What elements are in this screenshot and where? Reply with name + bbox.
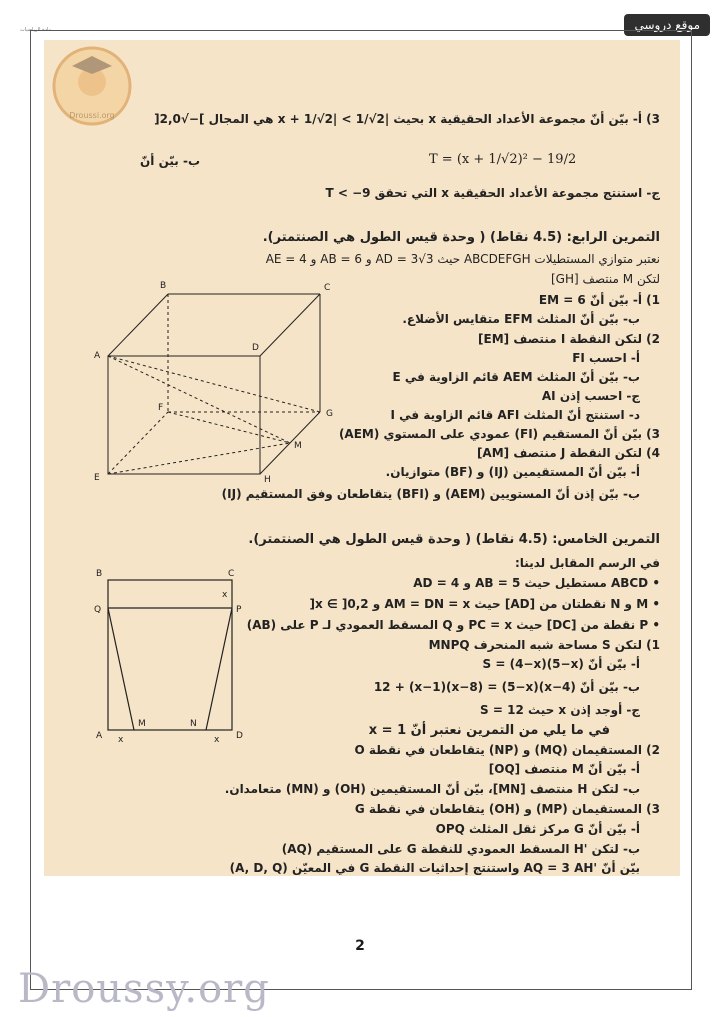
ex5-line-14: ب- لتكن 'H المسقط العمودي للنقطة G على المستقيم (AQ) xyxy=(281,842,640,856)
ex4-line-4: 2) لتكن النقطة I منتصف [EM] xyxy=(478,332,660,346)
ex4-line-0: نعتبر متوازي المستطيلات ABCDEFGH حيث AD = 3√3 و AB = 6 و AE = 4 xyxy=(265,252,660,266)
ex5-line-6: ب- بيّن أنّ (4−x)(5−x) = 12 + (x−1)(x−8) xyxy=(373,680,640,694)
label-B: B xyxy=(160,281,167,291)
site-tag: موقع دروسي xyxy=(624,14,710,36)
ex4-line-9: 3) بيّن أنّ المستقيم (FI) عمودي على المستوي (AEM) xyxy=(338,427,660,441)
ex5-line-2: • M و N نقطتان من [AD] حيث AM = DN = x و x ∈ ]0,2[ xyxy=(309,597,660,611)
top-small-label: مادة الرياضيات xyxy=(20,27,52,33)
trapezoid-figure xyxy=(88,564,258,744)
ex4-line-6: ب- بيّن أنّ المثلث AEM قائم الزاوية في E xyxy=(392,370,640,384)
ex4-line-8: د- استنتج أنّ المثلث AFI قائم الزاوية في I xyxy=(390,408,640,422)
ex5-title: التمرين الخامس: (4.5 نقاط) ( وحدة قيس الطول هي الصنتمتر). xyxy=(248,532,660,547)
part3-a: 3) أ- بيّن أنّ مجموعة الأعداد الحقيقية x بحيث |x + 1/√2| < 1/√2 هي المجال ]−√2,0[ xyxy=(154,112,660,126)
label5-x-ND: x xyxy=(214,735,220,744)
label-M: M xyxy=(294,441,302,451)
ex4-line-10: 4) لتكن النقطة J منتصف [AM] xyxy=(476,446,660,460)
label5-N: N xyxy=(190,719,197,729)
ex5-line-3: • P نقطة من [DC] حيث PC = x و Q المسقط العمودي لـ P على (AB) xyxy=(246,618,660,632)
ex4-line-1: لتكن M منتصف [GH] xyxy=(550,272,660,286)
page-number: 2 xyxy=(355,938,365,954)
ex4-line-12: ب- بيّن إذن أنّ المستويين (AEM) و (BFI) يتقاطعان وفق المستقيم (IJ) xyxy=(221,487,640,501)
worksheet-paper xyxy=(44,40,680,876)
label5-B: B xyxy=(96,569,103,579)
label-E: E xyxy=(94,473,100,483)
ex5-line-8: في ما يلي من التمرين نعتبر أنّ x = 1 xyxy=(368,723,610,738)
ex4-line-3: ب- بيّن أنّ المثلث EFM متقايس الأضلاع. xyxy=(402,312,640,326)
ex4-line-11: أ- بيّن أنّ المستقيمين (IJ) و (BF) متوازيان. xyxy=(385,465,640,479)
label-A: A xyxy=(94,351,101,361)
ex5-line-5: أ- بيّن أنّ S = (4−x)(5−x) xyxy=(482,657,640,671)
ex5-line-4: 1) لتكن S مساحة شبه المنحرف MNPQ xyxy=(428,638,660,652)
watermark: Droussy.org xyxy=(18,966,270,1012)
part3-b-math: T = (x + 1/√2)² − 19/2 xyxy=(429,152,577,167)
label-H: H xyxy=(264,475,271,485)
label-G: G xyxy=(326,409,333,419)
ex5-line-11: ب- لتكن H منتصف [MN]، بيّن أنّ المستقيمين (OH) و (MN) متعامدان. xyxy=(224,782,640,796)
ex5-line-1: • ABCD مستطيل حيث AB = 5 و AD = 4 xyxy=(413,576,660,590)
part3-c: ج- استنتج مجموعة الأعداد الحقيقية x التي تحقق T < −9 xyxy=(325,186,660,200)
ex5-line-0: في الرسم المقابل لدينا: xyxy=(515,556,660,570)
ex4-line-5: أ- احسب FI xyxy=(572,351,640,365)
label5-M: M xyxy=(138,719,146,729)
label-F: F xyxy=(158,403,164,413)
label-D: D xyxy=(252,343,259,353)
ex5-line-13: أ- بيّن أنّ G مركز ثقل المثلث OPQ xyxy=(435,822,640,836)
part3-b-label: ب- بيّن أنّ xyxy=(140,154,200,168)
label5-D: D xyxy=(236,731,243,741)
cuboid-figure xyxy=(88,276,348,486)
ex5-line-12: 3) المستقيمان (MP) و (OH) يتقاطعان في نقطة G xyxy=(354,802,660,816)
ex5-line-7: ج- أوجد إذن x حيث S = 12 xyxy=(480,703,640,717)
label5-Q: Q xyxy=(94,605,102,615)
ex4-line-7: ج- احسب إذن AI xyxy=(541,389,640,403)
label5-P: P xyxy=(236,605,242,615)
label5-x-PC: x xyxy=(222,590,228,600)
label5-C: C xyxy=(228,569,235,579)
ex5-line-10: أ- بيّن أنّ M منتصف [OQ] xyxy=(488,762,640,776)
logo-text: Droussi.org xyxy=(69,111,115,120)
ex5-line-9: 2) المستقيمان (MQ) و (NP) يتقاطعان في نقطة O xyxy=(354,743,660,757)
ex4-line-2: 1) أ- بيّن أنّ EM = 6 xyxy=(538,293,660,307)
label-C: C xyxy=(324,283,331,293)
ex5-line-15: بيّن أنّ 'AQ = 3 AH واستنتج إحداثيات النقطة G في المعيّن (A, D, Q) xyxy=(229,861,640,875)
label5-x-AM: x xyxy=(118,735,124,744)
label5-A: A xyxy=(96,731,103,741)
ex4-title: التمرين الرابع: (4.5 نقاط) ( وحدة قيس الطول هي الصنتمتر). xyxy=(262,230,660,245)
site-logo-icon xyxy=(50,44,134,128)
